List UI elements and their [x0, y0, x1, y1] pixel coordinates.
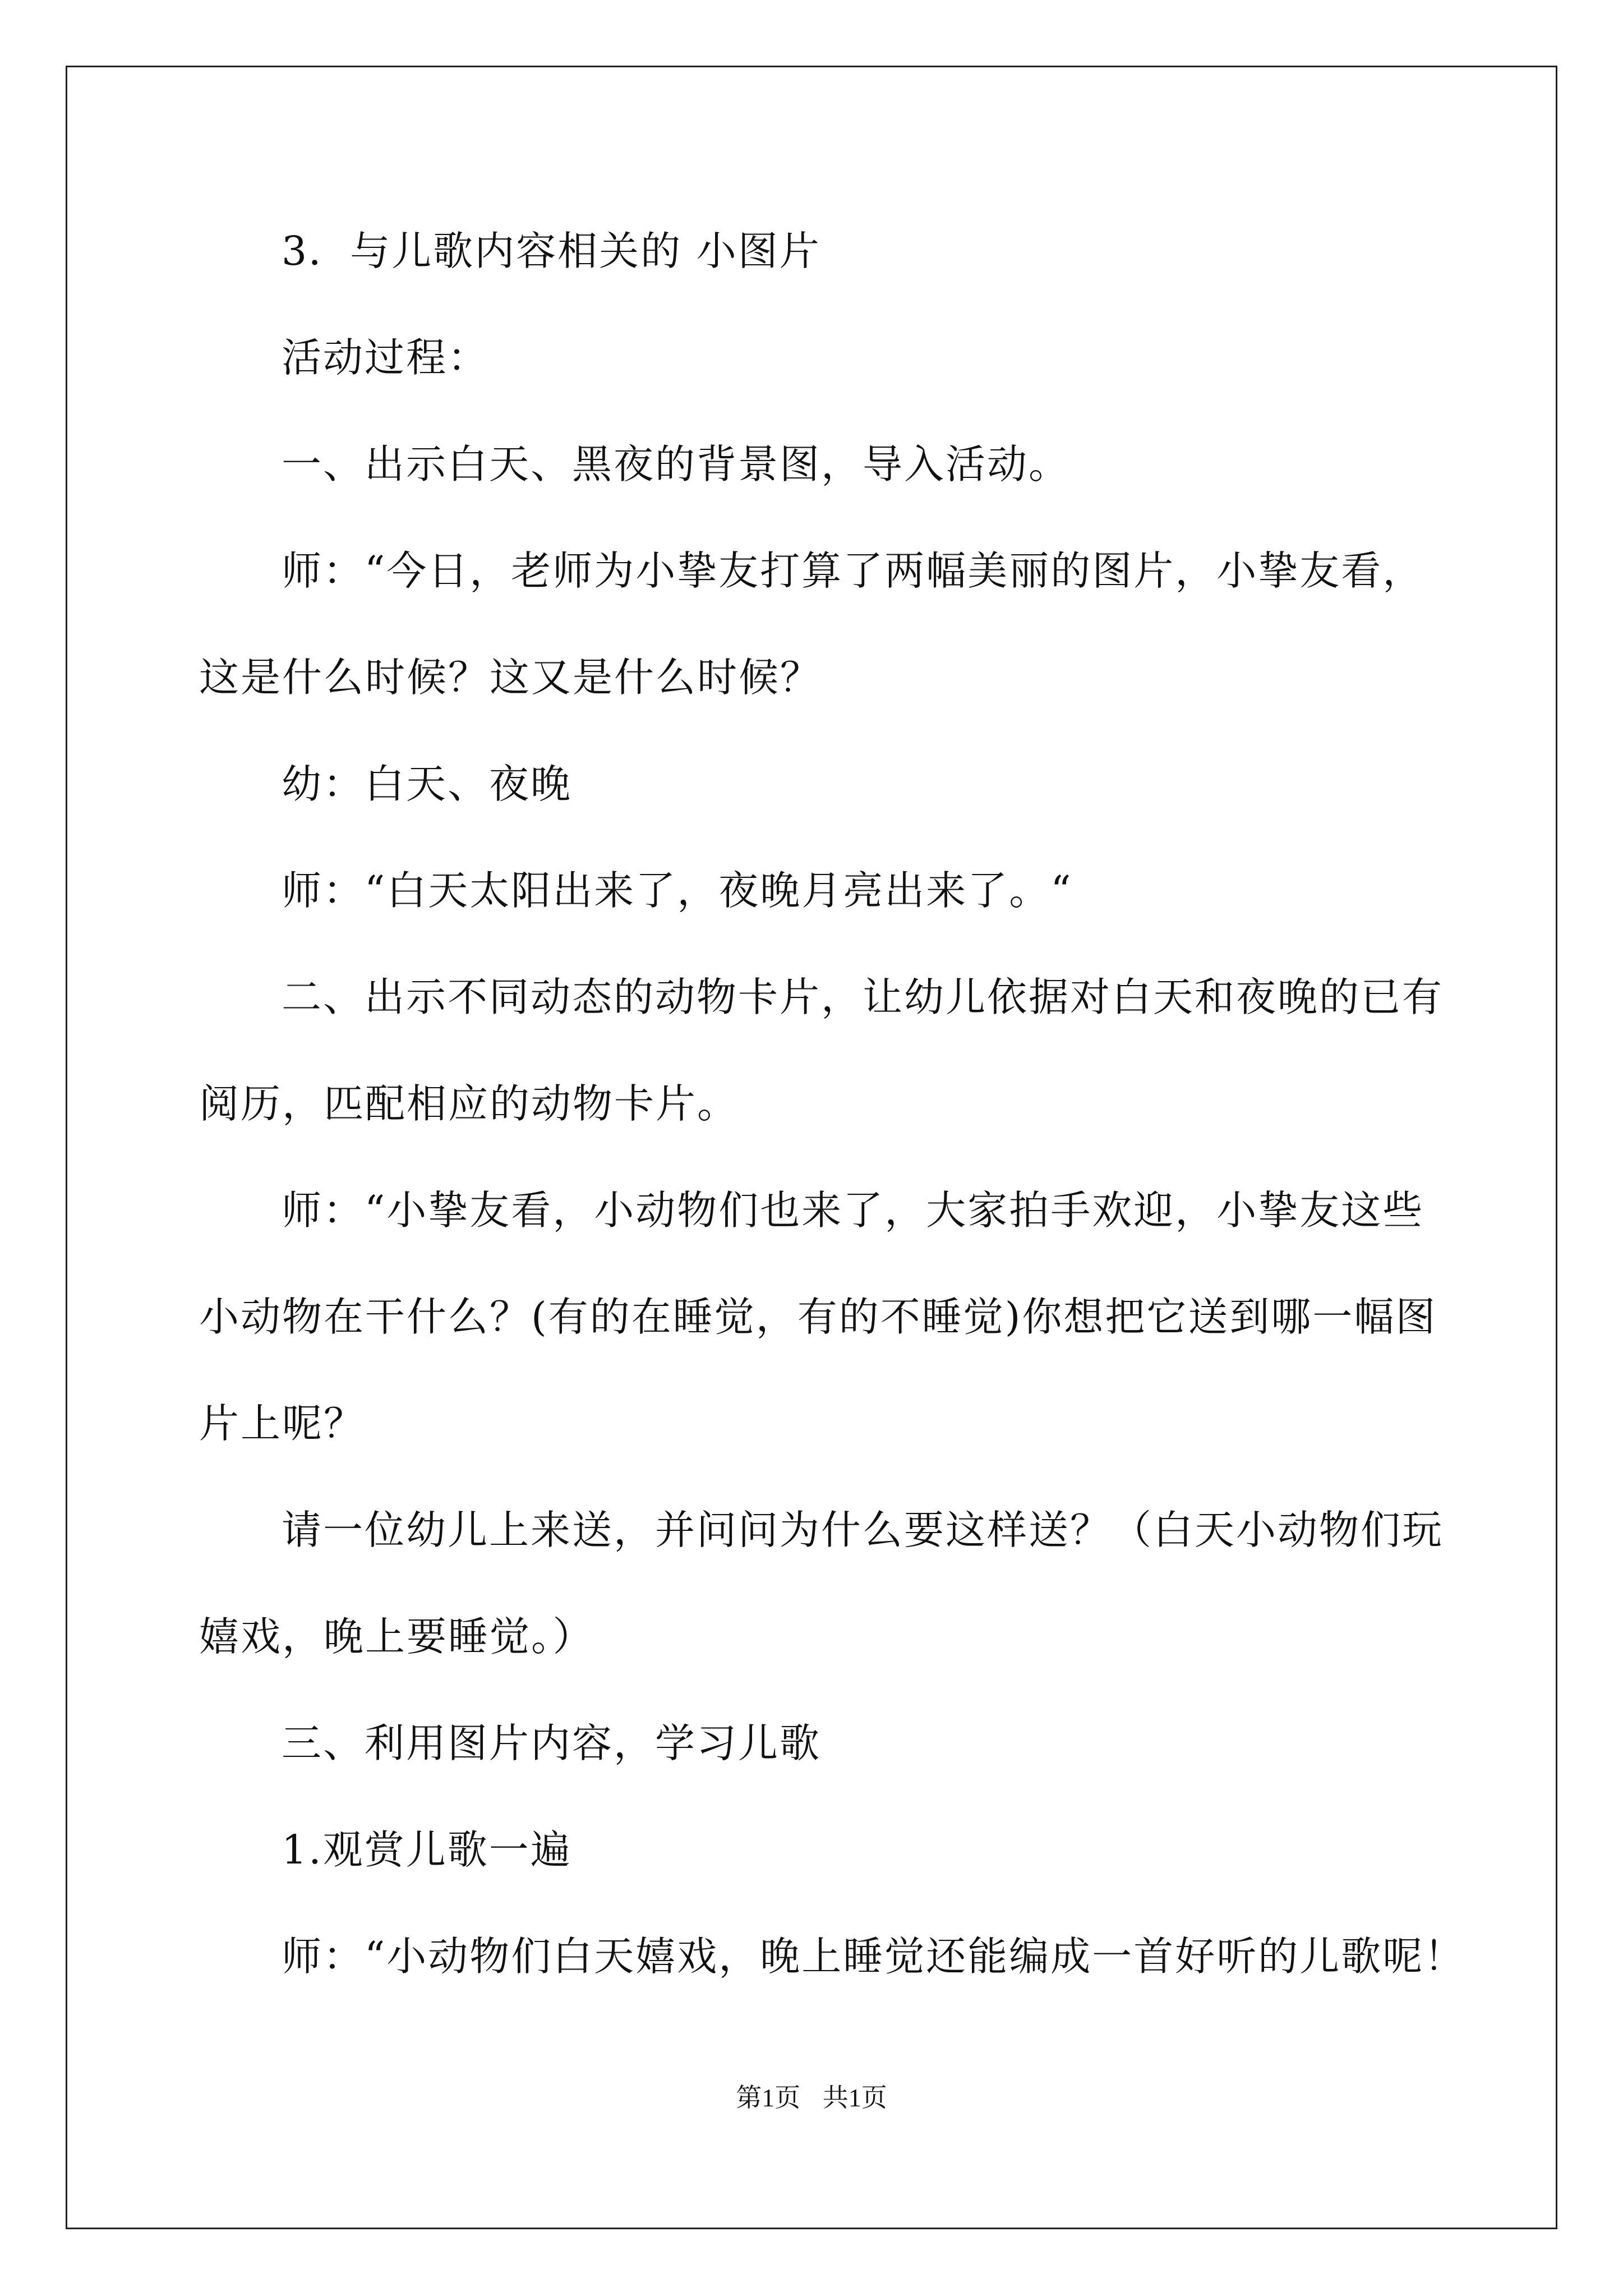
text-line: 师：“白天太阳出来了，夜晚月亮出来了。“ — [282, 867, 1073, 914]
page-border — [66, 66, 1557, 2229]
text-line: 片上呢？ — [199, 1400, 366, 1447]
text-line: 一、出示白天、黑夜的背景图，导入活动。 — [282, 441, 1071, 487]
text-line: 幼：白天、夜晚 — [282, 761, 573, 807]
text-line: 活动过程： — [282, 334, 490, 381]
text-line: 师：“小挚友看，小动物们也来了，大家拍手欢迎，小挚友这些 — [282, 1187, 1424, 1234]
text-line: 小动物在干什么？(有的在睡觉，有的不睡觉)你想把它送到哪一幅图 — [199, 1294, 1437, 1340]
text-line: 师：“小动物们白天嬉戏，晚上睡觉还能编成一首好听的儿歌呢！ — [282, 1933, 1466, 1980]
text-line: 二、出示不同动态的动物卡片，让幼儿依据对白天和夜晚的已有 — [282, 974, 1444, 1020]
text-line: 阅历，匹配相应的动物卡片。 — [199, 1080, 739, 1127]
text-line: 3．与儿歌内容相关的 小图片 — [282, 228, 821, 274]
text-line: 请一位幼儿上来送，并问问为什么要这样送？（白天小动物们玩 — [282, 1507, 1444, 1553]
page-total: 共1页 — [822, 2083, 887, 2112]
text-line: 这是什么时候？这又是什么时候？ — [199, 654, 822, 701]
text-line: 师：“今日，老师为小挚友打算了两幅美丽的图片，小挚友看， — [282, 547, 1424, 594]
text-line: 三、利用图片内容，学习儿歌 — [282, 1720, 822, 1766]
text-line: 1.观赏儿歌一遍 — [282, 1826, 572, 1873]
page-number: 第1页 — [736, 2083, 801, 2112]
text-line: 嬉戏，晚上要睡觉。） — [199, 1613, 594, 1660]
page-footer — [0, 2081, 1623, 2115]
